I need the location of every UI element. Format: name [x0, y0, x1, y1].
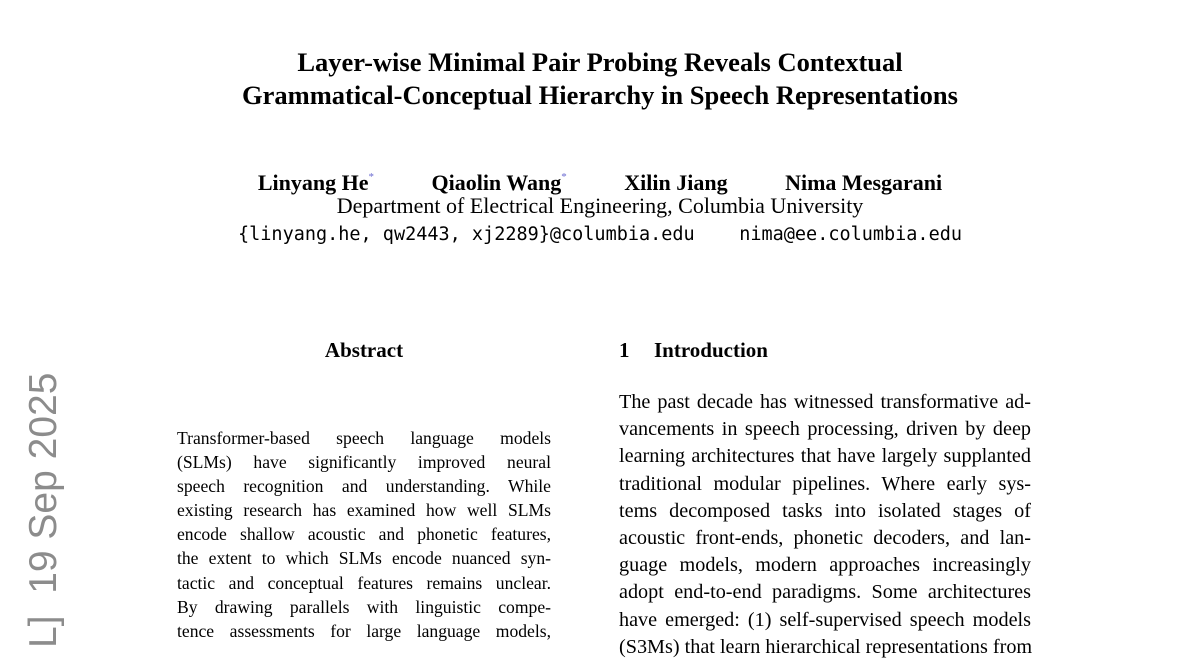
author-name: Qiaolin Wang — [431, 170, 562, 195]
abstract-heading: Abstract — [324, 338, 404, 362]
author-name: Linyang He — [257, 170, 369, 195]
section-heading — [619, 337, 768, 363]
title-line: Layer-wise Minimal Pair Probing Reveals Contextual — [297, 47, 903, 77]
introduction-line: (S3Ms) that learn hierarchical representations from — [619, 635, 1033, 658]
arxiv-margin-stamp: L] 19 Sep 2025 — [22, 372, 65, 648]
author-emails: {linyang.he, qw2443, xj2289}@columbia.edu nima@ee.columbia.edu — [238, 224, 962, 245]
introduction-line: tems decomposed tasks into isolated stages of — [619, 499, 1031, 522]
abstract-line: Transformer-based speech language models — [177, 428, 551, 448]
introduction-line: acoustic front-ends, phonetic decoders, and lan- — [619, 527, 1031, 550]
abstract-line: tence assessments for large language models, — [177, 620, 551, 641]
equal-contribution-mark: * — [368, 171, 374, 183]
paper-title — [0, 46, 1200, 112]
equal-contribution-mark: * — [561, 171, 567, 183]
introduction-line: have emerged: (1) self-supervised speech models — [619, 608, 1031, 631]
author-name: Xilin Jiang — [624, 170, 728, 195]
section-number: 1 — [619, 338, 630, 362]
introduction-line: The past decade has witnessed transformative ad- — [619, 391, 1031, 413]
abstract-body — [177, 426, 551, 643]
abstract-line: the extent to which SLMs encode nuanced syn- — [177, 548, 551, 569]
abstract-line: speech recognition and understanding. While — [177, 476, 551, 497]
introduction-line: adopt end-to-end paradigms. Some architectures — [619, 581, 1031, 604]
introduction-line: learning architectures that have largely supplanted — [619, 445, 1031, 468]
title-line: Grammatical-Conceptual Hierarchy in Speech Representations — [242, 80, 958, 110]
introduction-line: traditional modular pipelines. Where early sys- — [619, 472, 1031, 495]
introduction-line: guage models, modern approaches increasingly — [619, 554, 1031, 577]
introduction-line: vancements in speech processing, driven by deep — [619, 418, 1031, 441]
section-title: Introduction — [654, 338, 768, 362]
abstract-line: existing research has examined how well SLMs — [177, 500, 551, 521]
abstract-line: By drawing parallels with linguistic compe- — [177, 596, 551, 617]
abstract-line: encode shallow acoustic and phonetic features, — [177, 524, 551, 545]
affiliation: Department of Electrical Engineering, Columbia University — [336, 193, 864, 218]
abstract-line: tactic and conceptual features remains unclear. — [177, 572, 551, 593]
abstract-line: (SLMs) have significantly improved neural — [177, 452, 551, 473]
author-name: Nima Mesgarani — [785, 170, 943, 195]
introduction-body — [619, 389, 1031, 661]
